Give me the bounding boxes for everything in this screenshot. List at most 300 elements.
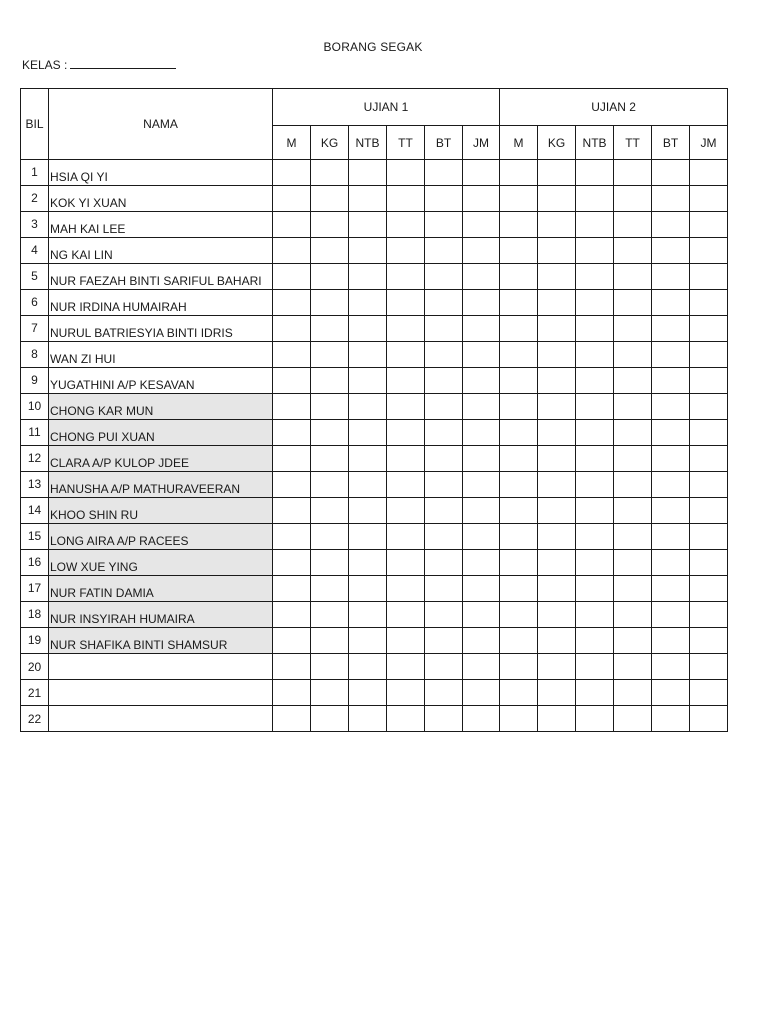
- score-cell-ujian2-bt[interactable]: [652, 238, 690, 264]
- score-cell-ujian1-m[interactable]: [273, 654, 311, 680]
- score-cell-ujian1-m[interactable]: [273, 212, 311, 238]
- score-cell-ujian1-m[interactable]: [273, 472, 311, 498]
- score-cell-ujian2-tt[interactable]: [614, 186, 652, 212]
- score-cell-ujian2-bt[interactable]: [652, 602, 690, 628]
- score-cell-ujian1-bt[interactable]: [425, 654, 463, 680]
- score-cell-ujian1-jm[interactable]: [463, 498, 500, 524]
- score-cell-ujian2-jm[interactable]: [690, 316, 728, 342]
- table-row: [21, 290, 728, 316]
- score-cell-ujian1-kg[interactable]: [311, 498, 349, 524]
- score-cell-ujian1-tt[interactable]: [387, 706, 425, 732]
- score-cell-ujian1-kg[interactable]: [311, 238, 349, 264]
- score-cell-ujian1-kg[interactable]: [311, 524, 349, 550]
- kelas-blank-line[interactable]: [70, 58, 176, 69]
- score-cell-ujian2-ntb[interactable]: [576, 576, 614, 602]
- score-cell-ujian2-m[interactable]: [500, 654, 538, 680]
- score-cell-ujian1-ntb[interactable]: [349, 368, 387, 394]
- row-nama[interactable]: [49, 680, 273, 706]
- score-cell-ujian2-jm[interactable]: [690, 160, 728, 186]
- score-cell-ujian2-kg[interactable]: [538, 524, 576, 550]
- score-cell-ujian1-jm[interactable]: [463, 186, 500, 212]
- score-cell-ujian1-bt[interactable]: [425, 186, 463, 212]
- score-cell-ujian2-m[interactable]: [500, 342, 538, 368]
- score-cell-ujian1-bt[interactable]: [425, 498, 463, 524]
- score-cell-ujian2-ntb[interactable]: [576, 316, 614, 342]
- score-cell-ujian2-tt[interactable]: [614, 368, 652, 394]
- score-cell-ujian1-ntb[interactable]: [349, 316, 387, 342]
- score-cell-ujian1-kg[interactable]: [311, 186, 349, 212]
- score-cell-ujian1-tt[interactable]: [387, 680, 425, 706]
- score-cell-ujian1-ntb[interactable]: [349, 446, 387, 472]
- score-cell-ujian2-m[interactable]: [500, 290, 538, 316]
- score-cell-ujian2-kg[interactable]: [538, 264, 576, 290]
- score-cell-ujian1-tt[interactable]: [387, 446, 425, 472]
- score-cell-ujian1-bt[interactable]: [425, 628, 463, 654]
- score-cell-ujian2-tt[interactable]: [614, 316, 652, 342]
- score-cell-ujian1-m[interactable]: [273, 316, 311, 342]
- header-ujian2-ntb: NTB: [576, 126, 614, 160]
- score-cell-ujian2-jm[interactable]: [690, 394, 728, 420]
- score-cell-ujian1-m[interactable]: [273, 498, 311, 524]
- score-cell-ujian1-ntb[interactable]: [349, 160, 387, 186]
- score-cell-ujian1-ntb[interactable]: [349, 680, 387, 706]
- table-row: [21, 706, 728, 732]
- score-cell-ujian1-m[interactable]: [273, 160, 311, 186]
- row-nama: NURUL BATRIESYIA BINTI IDRIS: [49, 316, 273, 342]
- row-bil: 9: [21, 368, 49, 394]
- score-cell-ujian2-bt[interactable]: [652, 290, 690, 316]
- score-cell-ujian2-tt[interactable]: [614, 290, 652, 316]
- row-nama: NG KAI LIN: [49, 238, 273, 264]
- score-cell-ujian1-kg[interactable]: [311, 576, 349, 602]
- score-cell-ujian1-ntb[interactable]: [349, 706, 387, 732]
- score-cell-ujian1-ntb[interactable]: [349, 212, 387, 238]
- score-cell-ujian1-jm[interactable]: [463, 576, 500, 602]
- score-cell-ujian2-m[interactable]: [500, 186, 538, 212]
- score-cell-ujian2-bt[interactable]: [652, 576, 690, 602]
- score-cell-ujian2-jm[interactable]: [690, 212, 728, 238]
- score-cell-ujian2-bt[interactable]: [652, 446, 690, 472]
- score-cell-ujian2-jm[interactable]: [690, 576, 728, 602]
- score-cell-ujian2-kg[interactable]: [538, 160, 576, 186]
- score-cell-ujian1-bt[interactable]: [425, 472, 463, 498]
- score-cell-ujian2-ntb[interactable]: [576, 706, 614, 732]
- score-cell-ujian1-ntb[interactable]: [349, 186, 387, 212]
- score-cell-ujian2-kg[interactable]: [538, 394, 576, 420]
- score-cell-ujian2-jm[interactable]: [690, 238, 728, 264]
- score-cell-ujian1-tt[interactable]: [387, 498, 425, 524]
- score-cell-ujian1-ntb[interactable]: [349, 498, 387, 524]
- score-cell-ujian1-tt[interactable]: [387, 654, 425, 680]
- row-nama: NUR IRDINA HUMAIRAH: [49, 290, 273, 316]
- score-cell-ujian2-tt[interactable]: [614, 264, 652, 290]
- row-nama: CHONG KAR MUN: [49, 394, 273, 420]
- row-bil: 20: [21, 654, 49, 680]
- score-cell-ujian2-jm[interactable]: [690, 602, 728, 628]
- score-cell-ujian1-jm[interactable]: [463, 316, 500, 342]
- score-cell-ujian2-jm[interactable]: [690, 368, 728, 394]
- score-cell-ujian1-bt[interactable]: [425, 524, 463, 550]
- score-cell-ujian1-kg[interactable]: [311, 368, 349, 394]
- score-cell-ujian2-m[interactable]: [500, 550, 538, 576]
- row-bil: 15: [21, 524, 49, 550]
- score-cell-ujian1-tt[interactable]: [387, 602, 425, 628]
- score-cell-ujian2-m[interactable]: [500, 316, 538, 342]
- score-cell-ujian1-jm[interactable]: [463, 394, 500, 420]
- score-cell-ujian2-bt[interactable]: [652, 550, 690, 576]
- score-cell-ujian2-tt[interactable]: [614, 706, 652, 732]
- score-cell-ujian1-jm[interactable]: [463, 550, 500, 576]
- score-cell-ujian2-tt[interactable]: [614, 680, 652, 706]
- score-cell-ujian2-m[interactable]: [500, 524, 538, 550]
- row-nama: CLARA A/P KULOP JDEE: [49, 446, 273, 472]
- score-cell-ujian2-m[interactable]: [500, 394, 538, 420]
- score-cell-ujian2-tt[interactable]: [614, 420, 652, 446]
- row-nama[interactable]: [49, 654, 273, 680]
- score-cell-ujian2-bt[interactable]: [652, 680, 690, 706]
- score-cell-ujian2-m[interactable]: [500, 576, 538, 602]
- score-cell-ujian1-m[interactable]: [273, 186, 311, 212]
- header-nama: NAMA: [49, 89, 273, 160]
- score-cell-ujian1-jm[interactable]: [463, 342, 500, 368]
- score-cell-ujian2-tt[interactable]: [614, 472, 652, 498]
- score-cell-ujian2-bt[interactable]: [652, 472, 690, 498]
- score-cell-ujian1-kg[interactable]: [311, 264, 349, 290]
- score-cell-ujian1-jm[interactable]: [463, 160, 500, 186]
- table-row: [21, 498, 728, 524]
- form-title: BORANG SEGAK: [323, 40, 423, 54]
- score-cell-ujian1-kg[interactable]: [311, 654, 349, 680]
- score-cell-ujian2-tt[interactable]: [614, 394, 652, 420]
- score-cell-ujian1-bt[interactable]: [425, 160, 463, 186]
- score-cell-ujian1-tt[interactable]: [387, 264, 425, 290]
- score-cell-ujian2-ntb[interactable]: [576, 160, 614, 186]
- score-cell-ujian1-ntb[interactable]: [349, 628, 387, 654]
- score-cell-ujian1-tt[interactable]: [387, 238, 425, 264]
- score-cell-ujian2-ntb[interactable]: [576, 186, 614, 212]
- score-cell-ujian2-jm[interactable]: [690, 342, 728, 368]
- score-cell-ujian2-kg[interactable]: [538, 316, 576, 342]
- table-row: [21, 550, 728, 576]
- score-cell-ujian1-m[interactable]: [273, 394, 311, 420]
- score-cell-ujian1-ntb[interactable]: [349, 290, 387, 316]
- score-cell-ujian1-ntb[interactable]: [349, 602, 387, 628]
- score-cell-ujian2-bt[interactable]: [652, 654, 690, 680]
- score-cell-ujian1-bt[interactable]: [425, 680, 463, 706]
- score-cell-ujian2-kg[interactable]: [538, 186, 576, 212]
- score-cell-ujian2-kg[interactable]: [538, 290, 576, 316]
- score-cell-ujian2-bt[interactable]: [652, 706, 690, 732]
- score-cell-ujian2-bt[interactable]: [652, 420, 690, 446]
- score-cell-ujian1-kg[interactable]: [311, 602, 349, 628]
- score-cell-ujian2-m[interactable]: [500, 420, 538, 446]
- score-cell-ujian1-tt[interactable]: [387, 212, 425, 238]
- row-nama: CHONG PUI XUAN: [49, 420, 273, 446]
- score-cell-ujian2-tt[interactable]: [614, 550, 652, 576]
- header-ujian2-bt: BT: [652, 126, 690, 160]
- score-cell-ujian2-m[interactable]: [500, 160, 538, 186]
- score-cell-ujian1-tt[interactable]: [387, 186, 425, 212]
- score-cell-ujian2-bt[interactable]: [652, 212, 690, 238]
- segak-table: [20, 88, 728, 732]
- score-cell-ujian2-tt[interactable]: [614, 212, 652, 238]
- score-cell-ujian1-m[interactable]: [273, 446, 311, 472]
- header-ujian-1: UJIAN 1: [273, 89, 500, 126]
- header-ujian1-kg: KG: [311, 126, 349, 160]
- score-cell-ujian2-kg[interactable]: [538, 498, 576, 524]
- score-cell-ujian1-bt[interactable]: [425, 264, 463, 290]
- score-cell-ujian1-bt[interactable]: [425, 316, 463, 342]
- score-cell-ujian1-ntb[interactable]: [349, 472, 387, 498]
- score-cell-ujian2-m[interactable]: [500, 264, 538, 290]
- score-cell-ujian2-m[interactable]: [500, 602, 538, 628]
- score-cell-ujian2-kg[interactable]: [538, 602, 576, 628]
- row-bil: 16: [21, 550, 49, 576]
- score-cell-ujian1-kg[interactable]: [311, 420, 349, 446]
- score-cell-ujian1-tt[interactable]: [387, 524, 425, 550]
- score-cell-ujian2-ntb[interactable]: [576, 498, 614, 524]
- score-cell-ujian1-m[interactable]: [273, 264, 311, 290]
- score-cell-ujian2-kg[interactable]: [538, 576, 576, 602]
- score-cell-ujian1-bt[interactable]: [425, 446, 463, 472]
- score-cell-ujian1-m[interactable]: [273, 342, 311, 368]
- score-cell-ujian2-kg[interactable]: [538, 706, 576, 732]
- header-ujian1-bt: BT: [425, 126, 463, 160]
- score-cell-ujian2-ntb[interactable]: [576, 212, 614, 238]
- score-cell-ujian1-bt[interactable]: [425, 550, 463, 576]
- score-cell-ujian2-m[interactable]: [500, 498, 538, 524]
- row-bil: 18: [21, 602, 49, 628]
- score-cell-ujian2-ntb[interactable]: [576, 628, 614, 654]
- score-cell-ujian1-m[interactable]: [273, 238, 311, 264]
- score-cell-ujian2-tt[interactable]: [614, 446, 652, 472]
- score-cell-ujian2-jm[interactable]: [690, 420, 728, 446]
- table-row: [21, 472, 728, 498]
- score-cell-ujian2-kg[interactable]: [538, 420, 576, 446]
- score-cell-ujian2-kg[interactable]: [538, 550, 576, 576]
- score-cell-ujian1-jm[interactable]: [463, 212, 500, 238]
- row-bil: 13: [21, 472, 49, 498]
- score-cell-ujian2-tt[interactable]: [614, 160, 652, 186]
- score-cell-ujian1-m[interactable]: [273, 602, 311, 628]
- score-cell-ujian1-m[interactable]: [273, 576, 311, 602]
- score-cell-ujian2-ntb[interactable]: [576, 238, 614, 264]
- score-cell-ujian1-kg[interactable]: [311, 550, 349, 576]
- score-cell-ujian2-jm[interactable]: [690, 550, 728, 576]
- score-cell-ujian1-kg[interactable]: [311, 680, 349, 706]
- score-cell-ujian1-ntb[interactable]: [349, 420, 387, 446]
- score-cell-ujian1-ntb[interactable]: [349, 550, 387, 576]
- score-cell-ujian1-tt[interactable]: [387, 368, 425, 394]
- score-cell-ujian2-jm[interactable]: [690, 654, 728, 680]
- header-ujian1-ntb: NTB: [349, 126, 387, 160]
- score-cell-ujian2-bt[interactable]: [652, 368, 690, 394]
- score-cell-ujian2-jm[interactable]: [690, 628, 728, 654]
- score-cell-ujian2-jm[interactable]: [690, 498, 728, 524]
- score-cell-ujian1-jm[interactable]: [463, 654, 500, 680]
- score-cell-ujian1-tt[interactable]: [387, 290, 425, 316]
- score-cell-ujian1-ntb[interactable]: [349, 264, 387, 290]
- score-cell-ujian2-bt[interactable]: [652, 316, 690, 342]
- score-cell-ujian2-ntb[interactable]: [576, 290, 614, 316]
- score-cell-ujian2-kg[interactable]: [538, 238, 576, 264]
- score-cell-ujian2-jm[interactable]: [690, 706, 728, 732]
- score-cell-ujian2-jm[interactable]: [690, 524, 728, 550]
- score-cell-ujian1-m[interactable]: [273, 524, 311, 550]
- score-cell-ujian1-jm[interactable]: [463, 238, 500, 264]
- score-cell-ujian2-tt[interactable]: [614, 342, 652, 368]
- score-cell-ujian2-kg[interactable]: [538, 628, 576, 654]
- row-nama: NUR FAEZAH BINTI SARIFUL BAHARI: [49, 264, 273, 290]
- score-cell-ujian1-tt[interactable]: [387, 160, 425, 186]
- score-cell-ujian2-tt[interactable]: [614, 628, 652, 654]
- score-cell-ujian1-ntb[interactable]: [349, 342, 387, 368]
- score-cell-ujian2-ntb[interactable]: [576, 550, 614, 576]
- score-cell-ujian2-jm[interactable]: [690, 472, 728, 498]
- score-cell-ujian2-kg[interactable]: [538, 654, 576, 680]
- score-cell-ujian2-m[interactable]: [500, 446, 538, 472]
- row-nama[interactable]: [49, 706, 273, 732]
- score-cell-ujian2-tt[interactable]: [614, 602, 652, 628]
- score-cell-ujian2-jm[interactable]: [690, 446, 728, 472]
- score-cell-ujian1-kg[interactable]: [311, 316, 349, 342]
- score-cell-ujian2-m[interactable]: [500, 212, 538, 238]
- score-cell-ujian1-bt[interactable]: [425, 706, 463, 732]
- score-cell-ujian2-m[interactable]: [500, 706, 538, 732]
- score-cell-ujian1-jm[interactable]: [463, 628, 500, 654]
- score-cell-ujian1-bt[interactable]: [425, 212, 463, 238]
- row-bil: 11: [21, 420, 49, 446]
- score-cell-ujian2-kg[interactable]: [538, 472, 576, 498]
- score-cell-ujian1-ntb[interactable]: [349, 524, 387, 550]
- score-cell-ujian1-tt[interactable]: [387, 472, 425, 498]
- row-bil: 7: [21, 316, 49, 342]
- score-cell-ujian2-kg[interactable]: [538, 680, 576, 706]
- score-cell-ujian1-jm[interactable]: [463, 602, 500, 628]
- score-cell-ujian1-kg[interactable]: [311, 446, 349, 472]
- score-cell-ujian1-bt[interactable]: [425, 290, 463, 316]
- score-cell-ujian1-kg[interactable]: [311, 706, 349, 732]
- score-cell-ujian1-m[interactable]: [273, 368, 311, 394]
- score-cell-ujian2-bt[interactable]: [652, 264, 690, 290]
- score-cell-ujian2-jm[interactable]: [690, 680, 728, 706]
- score-cell-ujian1-bt[interactable]: [425, 576, 463, 602]
- score-cell-ujian2-jm[interactable]: [690, 264, 728, 290]
- score-cell-ujian2-tt[interactable]: [614, 498, 652, 524]
- score-cell-ujian1-bt[interactable]: [425, 368, 463, 394]
- score-cell-ujian1-bt[interactable]: [425, 394, 463, 420]
- score-cell-ujian2-ntb[interactable]: [576, 654, 614, 680]
- score-cell-ujian2-m[interactable]: [500, 472, 538, 498]
- score-cell-ujian1-tt[interactable]: [387, 316, 425, 342]
- score-cell-ujian2-bt[interactable]: [652, 186, 690, 212]
- score-cell-ujian2-bt[interactable]: [652, 342, 690, 368]
- score-cell-ujian2-ntb[interactable]: [576, 368, 614, 394]
- score-cell-ujian2-bt[interactable]: [652, 524, 690, 550]
- score-cell-ujian2-ntb[interactable]: [576, 524, 614, 550]
- table-row: [21, 238, 728, 264]
- row-bil: 1: [21, 160, 49, 186]
- score-cell-ujian1-kg[interactable]: [311, 160, 349, 186]
- score-cell-ujian1-tt[interactable]: [387, 576, 425, 602]
- score-cell-ujian2-bt[interactable]: [652, 394, 690, 420]
- score-cell-ujian1-tt[interactable]: [387, 394, 425, 420]
- score-cell-ujian2-bt[interactable]: [652, 628, 690, 654]
- score-cell-ujian1-ntb[interactable]: [349, 394, 387, 420]
- score-cell-ujian2-m[interactable]: [500, 680, 538, 706]
- score-cell-ujian1-kg[interactable]: [311, 342, 349, 368]
- score-cell-ujian1-jm[interactable]: [463, 264, 500, 290]
- score-cell-ujian2-tt[interactable]: [614, 238, 652, 264]
- score-cell-ujian1-kg[interactable]: [311, 212, 349, 238]
- score-cell-ujian1-jm[interactable]: [463, 472, 500, 498]
- score-cell-ujian1-m[interactable]: [273, 680, 311, 706]
- score-cell-ujian1-m[interactable]: [273, 706, 311, 732]
- score-cell-ujian1-kg[interactable]: [311, 290, 349, 316]
- score-cell-ujian1-ntb[interactable]: [349, 238, 387, 264]
- score-cell-ujian2-ntb[interactable]: [576, 680, 614, 706]
- score-cell-ujian1-bt[interactable]: [425, 602, 463, 628]
- score-cell-ujian2-m[interactable]: [500, 628, 538, 654]
- score-cell-ujian2-ntb[interactable]: [576, 394, 614, 420]
- score-cell-ujian2-ntb[interactable]: [576, 602, 614, 628]
- score-cell-ujian1-jm[interactable]: [463, 368, 500, 394]
- score-cell-ujian2-tt[interactable]: [614, 576, 652, 602]
- score-cell-ujian2-ntb[interactable]: [576, 342, 614, 368]
- score-cell-ujian1-bt[interactable]: [425, 342, 463, 368]
- row-nama: WAN ZI HUI: [49, 342, 273, 368]
- score-cell-ujian2-bt[interactable]: [652, 160, 690, 186]
- score-cell-ujian1-jm[interactable]: [463, 290, 500, 316]
- score-cell-ujian2-kg[interactable]: [538, 368, 576, 394]
- score-cell-ujian2-jm[interactable]: [690, 186, 728, 212]
- score-cell-ujian1-bt[interactable]: [425, 238, 463, 264]
- score-cell-ujian1-kg[interactable]: [311, 472, 349, 498]
- score-cell-ujian1-jm[interactable]: [463, 446, 500, 472]
- score-cell-ujian2-tt[interactable]: [614, 654, 652, 680]
- score-cell-ujian2-ntb[interactable]: [576, 420, 614, 446]
- score-cell-ujian1-tt[interactable]: [387, 420, 425, 446]
- score-cell-ujian2-jm[interactable]: [690, 290, 728, 316]
- score-cell-ujian1-m[interactable]: [273, 550, 311, 576]
- score-cell-ujian1-m[interactable]: [273, 628, 311, 654]
- score-cell-ujian2-kg[interactable]: [538, 342, 576, 368]
- score-cell-ujian1-jm[interactable]: [463, 680, 500, 706]
- score-cell-ujian2-ntb[interactable]: [576, 472, 614, 498]
- score-cell-ujian2-m[interactable]: [500, 368, 538, 394]
- score-cell-ujian1-jm[interactable]: [463, 524, 500, 550]
- score-cell-ujian2-ntb[interactable]: [576, 264, 614, 290]
- score-cell-ujian1-jm[interactable]: [463, 706, 500, 732]
- score-cell-ujian1-ntb[interactable]: [349, 576, 387, 602]
- score-cell-ujian1-m[interactable]: [273, 420, 311, 446]
- score-cell-ujian1-kg[interactable]: [311, 394, 349, 420]
- score-cell-ujian1-ntb[interactable]: [349, 654, 387, 680]
- score-cell-ujian1-jm[interactable]: [463, 420, 500, 446]
- score-cell-ujian2-kg[interactable]: [538, 212, 576, 238]
- score-cell-ujian1-tt[interactable]: [387, 550, 425, 576]
- score-cell-ujian1-kg[interactable]: [311, 628, 349, 654]
- score-cell-ujian2-bt[interactable]: [652, 498, 690, 524]
- score-cell-ujian1-m[interactable]: [273, 290, 311, 316]
- score-cell-ujian1-tt[interactable]: [387, 628, 425, 654]
- score-cell-ujian2-ntb[interactable]: [576, 446, 614, 472]
- score-cell-ujian1-bt[interactable]: [425, 420, 463, 446]
- score-cell-ujian2-tt[interactable]: [614, 524, 652, 550]
- score-cell-ujian1-tt[interactable]: [387, 342, 425, 368]
- score-cell-ujian2-m[interactable]: [500, 238, 538, 264]
- score-cell-ujian2-kg[interactable]: [538, 446, 576, 472]
